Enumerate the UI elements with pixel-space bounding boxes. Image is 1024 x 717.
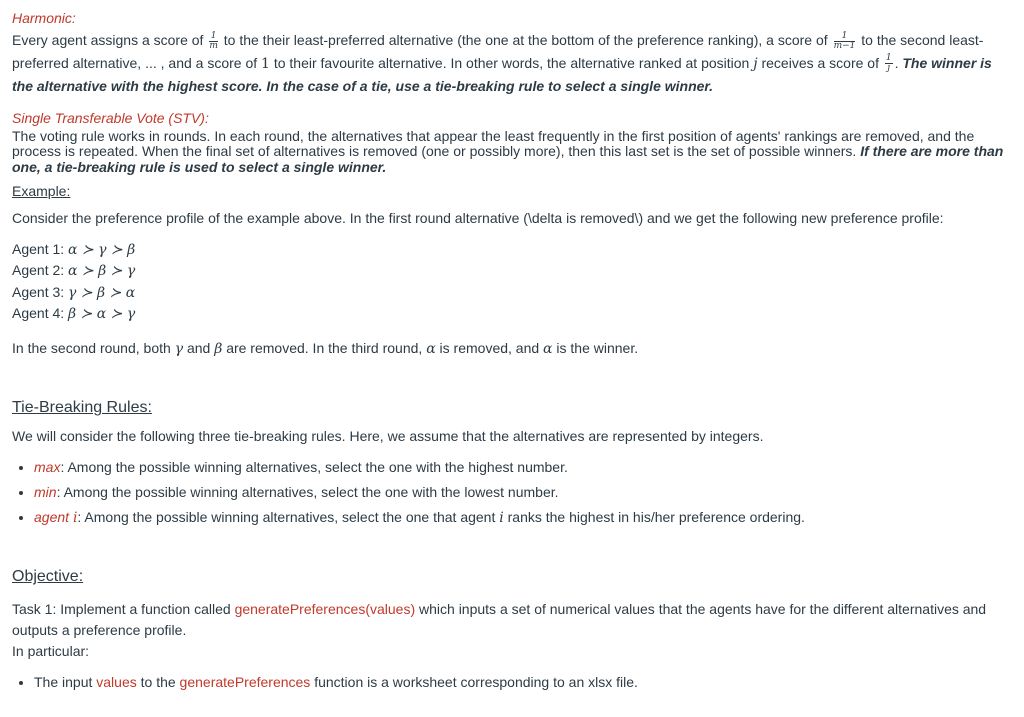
task-paragraph: Task 1: Implement a function called generatePreferences(values) which inputs a set of numerical values that the agents have for the different alternatives and outputs a preference profile. (12, 601, 987, 639)
math-j: j (753, 55, 758, 72)
stv-paragraph (12, 129, 1012, 175)
text: The voting rule works in rounds. In each round, the alternatives that appear the least frequently in the first position of agents' rankings are removed, and the process is repeated. When the final set of alternatives is removed (one or possibly more), then this last set is the set of possible winners. (12, 128, 975, 160)
agent-ranking: β ≻ α ≻ γ (68, 306, 136, 323)
stv-tie-rule: If there are more than one, a tie-breaking rule is used to select a single winner. (12, 143, 1004, 175)
example-conclusion: In the second round, both γ and β are removed. In the third round, α is removed, and α is the winner. (12, 340, 639, 358)
example-intro: Consider the preference profile of the example above. In the first round alternative (\delta is removed\) and we get the following new preference profile: (12, 210, 944, 227)
stv-title: Single Transferable Vote (STV): (12, 110, 209, 127)
tiebreak-list (12, 457, 1012, 529)
fraction-1-over-m: $\frac{1}{m}$ (209, 30, 218, 51)
harmonic-winner-rule: The winner is the alternative with the highest score. In the case of a tie, use a tie-breaking rule to select a single winner. (12, 54, 992, 95)
function-name: generatePreferences(values) (234, 601, 416, 618)
harmonic-paragraph (12, 29, 1012, 98)
preference-profile (12, 239, 1012, 324)
example-heading (12, 181, 1012, 202)
text: to the second least-preferred alternative, ... , and a score of (12, 32, 984, 71)
tiebreak-heading: Tie-Breaking Rules: (12, 399, 152, 417)
agent-ranking: α ≻ γ ≻ β (68, 242, 136, 259)
rule-key: agent i (34, 509, 78, 527)
fraction-1-over-j: $\frac{1}{j}$ (885, 53, 892, 74)
agent-row: Agent 1: α ≻ γ ≻ β (12, 241, 136, 259)
objective-list (12, 672, 1012, 693)
fraction-1-over-m-1: $\frac{1}{m-1}$ (833, 30, 856, 51)
agent-ranking: α ≻ β ≻ γ (68, 263, 136, 280)
rule-key: max (34, 459, 61, 476)
list-item: • min: Among the possible winning alternatives, select the one with the lowest number. (34, 482, 1012, 503)
task-label: Task 1: (12, 601, 57, 618)
rule-key: min (34, 484, 57, 501)
agent-row: Agent 3: γ ≻ β ≻ α (12, 283, 136, 301)
objective-heading: Objective: (12, 568, 84, 586)
param-name: values (96, 674, 137, 691)
function-name: generatePreferences (179, 674, 311, 691)
text: to their favourite alternative. In other words, the alternative ranked at position (273, 54, 750, 71)
text: . (894, 54, 899, 71)
particular-text: In particular: (12, 643, 90, 660)
text: receives a score of (761, 54, 879, 71)
harmonic-title: Harmonic: (12, 10, 76, 26)
math-one: 1 (261, 55, 270, 72)
list-item: • agent i: Among the possible winning alternatives, select the one that agent i ranks the highest in his/her preference ordering. (34, 507, 1012, 529)
tiebreak-intro: We will consider the following three tie-breaking rules. Here, we assume that the alternatives are represented by integers. (12, 428, 764, 445)
example-heading-text: Example: (12, 183, 71, 200)
agent-row: Agent 4: β ≻ α ≻ γ (12, 305, 136, 323)
list-item: • The input values to the generatePreferences function is a worksheet corresponding to an xlsx file. (34, 672, 1012, 693)
text: Every agent assigns a score of (12, 32, 204, 48)
text: to the their least-preferred alternative (the one at the bottom of the preference ranking), a score of (223, 32, 828, 48)
agent-ranking: γ ≻ β ≻ α (68, 284, 136, 301)
list-item: • max: Among the possible winning alternatives, select the one with the highest number. (34, 457, 1012, 478)
agent-row: Agent 2: α ≻ β ≻ γ (12, 262, 136, 280)
